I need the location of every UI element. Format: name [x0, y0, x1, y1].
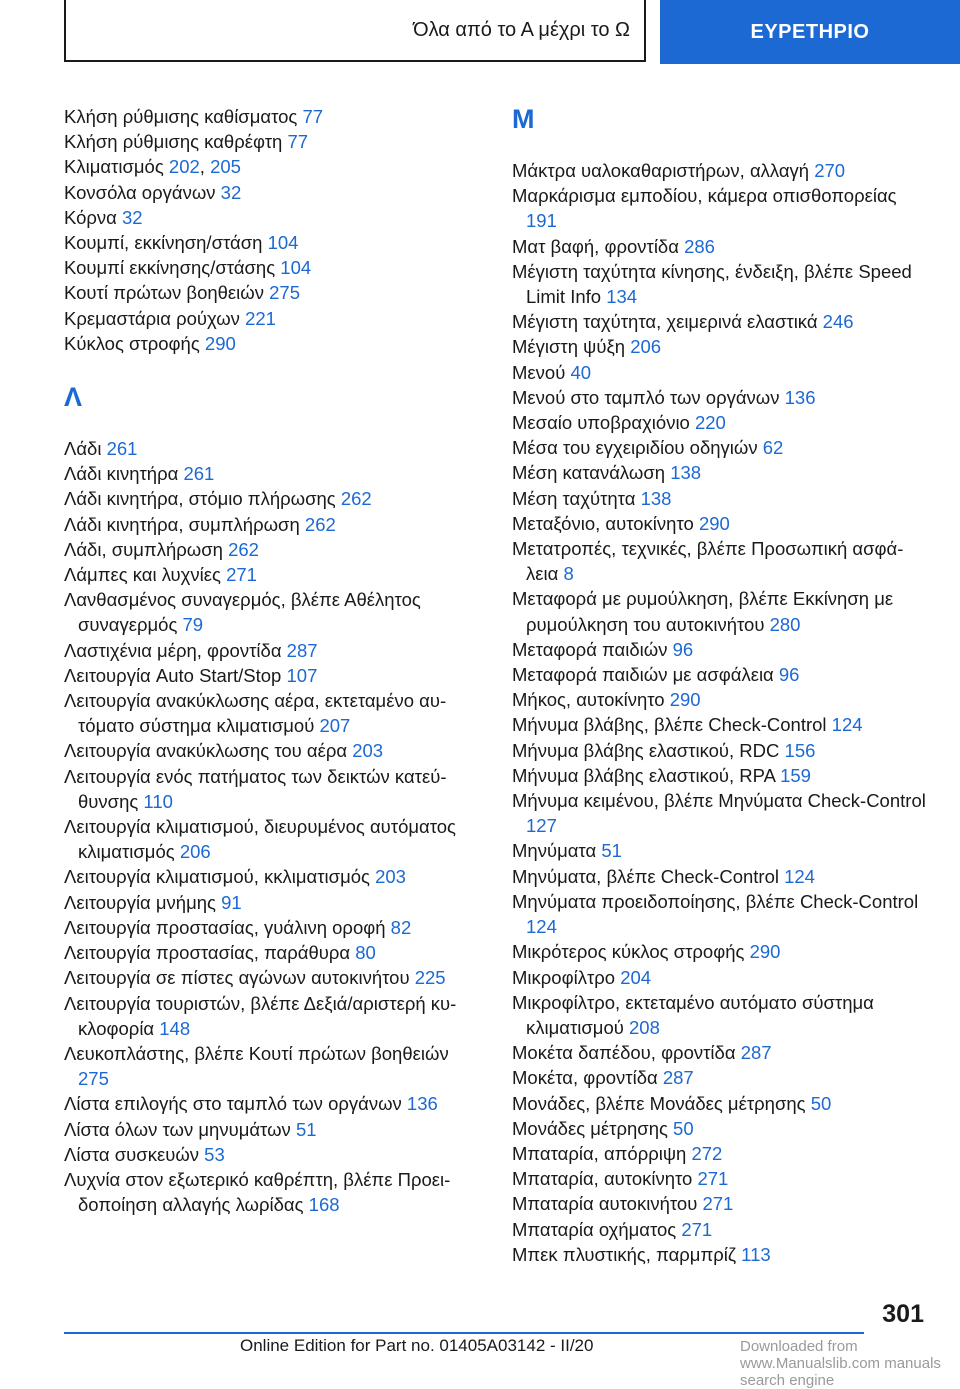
index-entry [512, 1065, 928, 1090]
index-entry [64, 663, 480, 688]
page-link[interactable]: 290 [669, 689, 701, 711]
index-entry-text: Λειτουργία κλιματισμού, διευρυμένος αυτόματος κλιματισμός [64, 816, 456, 863]
tab-a-to-z-label: Όλα από το Α μέχρι το Ω [413, 18, 630, 41]
index-entry [64, 230, 480, 255]
index-entry [512, 1191, 928, 1216]
page-link[interactable]: 261 [183, 463, 215, 485]
index-entry-text: Μικρότερος κύκλος στροφής [512, 941, 745, 963]
index-entry-text: Μπαταρία, απόρριψη [512, 1142, 687, 1164]
page-link[interactable]: 262 [228, 538, 259, 560]
index-entry-text: Λειτουργία Auto Start/Stop [64, 664, 282, 686]
page-link[interactable]: 203 [352, 740, 384, 762]
index-entry [512, 309, 928, 334]
index-entry-text: Μάκτρα υαλοκαθαριστήρων, αλλαγή [512, 160, 810, 181]
index-entry [512, 1040, 928, 1065]
index-entry [512, 763, 928, 788]
index-entry-text: Μονάδες μέτρησης [512, 1117, 668, 1139]
page-link[interactable]: 287 [286, 639, 318, 661]
index-entry-text: Λειτουργία σε πίστες αγώνων αυτοκινήτου [64, 967, 410, 989]
index-entry [512, 864, 928, 889]
page-link[interactable]: 136 [406, 1093, 438, 1115]
index-entry-text: Μεταφορά παιδιών [512, 638, 668, 660]
page-link[interactable]: 80 [355, 942, 376, 964]
index-entry-text: Κλιματισμός [64, 156, 164, 178]
index-entry-text: Μπεκ πλυστικής, παρμπρίζ [512, 1243, 737, 1265]
page-link[interactable]: 270 [814, 160, 846, 181]
tab-index[interactable] [660, 0, 960, 64]
page-link[interactable]: 220 [694, 412, 726, 434]
index-entry-text: Μήνυμα βλάβης ελαστικού, RDC [512, 739, 780, 761]
index-entry [512, 360, 928, 385]
page-link[interactable]: 53 [204, 1143, 225, 1165]
index-entry [512, 511, 928, 536]
page-link[interactable]: 221 [245, 307, 276, 329]
tab-a-to-z[interactable] [64, 0, 646, 62]
index-entry-text: Μέγιστη ταχύτητα κίνησης, ένδειξη, βλέπε Speed Limit Info [512, 260, 912, 308]
page-link[interactable]: 124 [831, 714, 863, 736]
index-entry-text: Μικροφίλτρο, εκτεταμένο αυτόματο σύστημα κλιματισμού [512, 991, 874, 1038]
index-entry-text: Μενού [512, 361, 566, 383]
index-entry [512, 460, 928, 485]
index-entry [64, 486, 480, 511]
index-entry [512, 939, 928, 964]
page-link[interactable]: 272 [691, 1142, 723, 1164]
index-entry [512, 1091, 928, 1116]
index-entry-text: Κουτί πρώτων βοηθειών [64, 282, 264, 304]
index-entry [64, 562, 480, 587]
index-entry-text: Μέγιστη ψύξη [512, 336, 626, 358]
page-link[interactable]: 203 [375, 866, 406, 888]
page-link[interactable]: 262 [340, 488, 372, 510]
index-column-left [64, 104, 480, 1217]
page-link[interactable]: 271 [681, 1218, 713, 1240]
index-entry [64, 1117, 480, 1142]
index-entry-text: Μήνυμα κειμένου, βλέπε Μηνύματα Check-Control [512, 790, 926, 812]
index-entry-text: Κύκλος στροφής [64, 332, 200, 354]
page-link[interactable]: 287 [662, 1067, 694, 1089]
index-entry [512, 965, 928, 990]
index-entry: Κλιματισμός 202, 205 [64, 156, 241, 178]
page-link[interactable]: 134 [606, 286, 638, 308]
page-link[interactable]: 290 [698, 512, 730, 534]
index-entry-text: Λανθασμένος συναγερμός, βλέπε Αθέλητος συναγερμός [64, 589, 421, 636]
page-link[interactable]: 275 [78, 1068, 109, 1090]
index-entry [512, 712, 928, 737]
page-link[interactable]: 8 [563, 563, 574, 585]
index-entry [64, 890, 480, 915]
page-link[interactable]: 205 [210, 156, 241, 178]
index-entry [64, 436, 480, 461]
index-entry [512, 662, 928, 687]
page-link[interactable]: 113 [741, 1243, 771, 1265]
index-entry-text: Μέση ταχύτητα [512, 487, 636, 509]
index-entry [512, 788, 928, 838]
page-link[interactable]: 261 [106, 438, 138, 460]
page-link[interactable]: 110 [143, 790, 173, 812]
page-link[interactable]: 168 [308, 1194, 340, 1216]
page-header [64, 0, 960, 64]
page-link[interactable]: 79 [182, 614, 204, 636]
index-entry [512, 1141, 928, 1166]
index-entry [512, 410, 928, 435]
index-entry-text: Λειτουργία ενός πατήματος των δεικτών κατεύθυνσης [64, 765, 447, 812]
index-entry [64, 991, 480, 1041]
index-entry [64, 255, 480, 280]
index-entry [512, 586, 928, 636]
edition-text: Online Edition for Part no. 01405A03142 - II/20 [240, 1336, 594, 1355]
page-link[interactable]: 280 [769, 613, 801, 635]
index-entry [512, 1217, 928, 1242]
index-entry [64, 940, 480, 965]
index-entry-text: Λάδι κινητήρα, συμπλήρωση [64, 513, 300, 535]
index-entry [512, 435, 928, 460]
index-entry [512, 259, 928, 309]
index-entry [512, 1242, 928, 1267]
page-link[interactable]: 208 [629, 1016, 660, 1038]
index-column-right [512, 104, 928, 1267]
index-entry [64, 638, 480, 663]
index-entry [512, 889, 928, 939]
index-entry [64, 688, 480, 738]
page-link[interactable]: 290 [749, 941, 781, 963]
index-entry-text: Κουμπί εκκίνησης/στάσης [64, 257, 276, 279]
page-link[interactable]: 50 [810, 1092, 832, 1114]
index-entry [512, 234, 928, 259]
index-entry [64, 512, 480, 537]
page-link[interactable]: 138 [640, 487, 672, 509]
index-letter-heading: Μ [512, 104, 535, 134]
index-entry-text: Λειτουργία ανακύκλωσης του αέρα [64, 740, 348, 762]
index-entry [64, 205, 480, 230]
index-entry [64, 537, 480, 562]
index-entry [512, 637, 928, 662]
index-entry-text: Λειτουργία τουριστών, βλέπε Δεξιά/αριστερή κυκλοφορία [64, 992, 457, 1039]
index-entry [64, 864, 480, 889]
index-entry-text: Λάμπες και λυχνίες [64, 564, 221, 586]
index-entry-text: Λίστα όλων των μηνυμάτων [64, 1118, 291, 1140]
index-entry-text: Λυχνία στον εξωτερικό καθρέπτη, βλέπε Προειδοποίηση αλλαγής λωρίδας [64, 1168, 451, 1216]
page-link[interactable]: 287 [740, 1042, 772, 1064]
page-link[interactable]: 202 [168, 156, 200, 178]
index-entry [512, 385, 928, 410]
index-entry [64, 129, 480, 154]
watermark-text: Downloaded from www.Manualslib.com manuals search engine [740, 1338, 941, 1389]
page-link[interactable]: 136 [784, 386, 816, 408]
page-link[interactable]: 127 [526, 815, 557, 837]
page-link[interactable]: 191 [526, 210, 557, 232]
index-entry-text: Μαρκάρισμα εμποδίου, κάμερα οπισθοπορείας [512, 185, 897, 207]
page-link[interactable]: 206 [179, 841, 211, 863]
index-entry-text: Μήνυμα βλάβης, βλέπε Check-Control [512, 714, 827, 736]
page-link[interactable]: 51 [601, 840, 622, 862]
page-link[interactable]: 206 [630, 336, 662, 358]
index-entry-text: Λάδι, συμπλήρωση [64, 538, 223, 560]
index-entry-text: Μετατροπές, τεχνικές, βλέπε Προσωπική ασφάλεια [512, 538, 904, 585]
index-entry [512, 838, 928, 863]
index-entry-text: Μοκέτα, φροντίδα [512, 1067, 658, 1089]
page-link[interactable]: 96 [778, 664, 800, 686]
footer-divider [64, 1332, 864, 1334]
index-entry [512, 1116, 928, 1141]
index-entry [512, 738, 928, 763]
index-entry-text: Μηνύματα [512, 840, 597, 862]
index-entry [64, 738, 480, 763]
index-entry-text: Μήκος, αυτοκίνητο [512, 689, 665, 711]
index-entry [64, 104, 480, 129]
index-letter-heading: Λ [64, 382, 83, 413]
page-link[interactable]: 148 [159, 1017, 191, 1039]
page-link[interactable]: 286 [684, 235, 715, 257]
index-entry [64, 280, 480, 305]
page-link[interactable]: 275 [269, 282, 301, 304]
page-link[interactable]: 207 [319, 715, 351, 737]
index-entry [64, 1091, 480, 1116]
index-entry [512, 334, 928, 359]
index-entry-text: Μηνύματα, βλέπε Check-Control [512, 865, 779, 887]
index-entry [512, 183, 928, 233]
index-entry [64, 1142, 480, 1167]
index-entry-text: Λάδι [64, 438, 102, 460]
page-link[interactable]: 246 [822, 311, 854, 333]
page-link[interactable]: 51 [295, 1118, 317, 1140]
index-entry-text: Μπαταρία οχήματος [512, 1218, 677, 1240]
page-link[interactable]: 290 [204, 332, 236, 354]
index-entry-text: Κλήση ρύθμισης καθίσματος [64, 106, 298, 127]
page-link[interactable]: 271 [702, 1193, 734, 1215]
page-link[interactable]: 225 [414, 967, 446, 989]
tab-index-label: ΕΥΡΕΤΗΡΙΟ [750, 20, 870, 43]
index-entry-text: Λειτουργία προστασίας, γυάλινη οροφή [64, 916, 386, 938]
page-link[interactable]: 77 [302, 106, 324, 127]
page-link[interactable]: 32 [220, 181, 242, 203]
index-entry-text: Λίστα συσκευών [64, 1143, 200, 1165]
index-entry-text: Μονάδες, βλέπε Μονάδες μέτρησης [512, 1092, 806, 1114]
page-link[interactable]: 204 [620, 966, 652, 988]
index-entry-text: Μπαταρία αυτοκινήτου [512, 1193, 698, 1215]
page-link[interactable]: 124 [784, 865, 815, 887]
page-link[interactable]: 40 [570, 361, 592, 383]
page-link[interactable]: 159 [780, 764, 811, 786]
page-link[interactable]: 104 [267, 232, 299, 254]
index-entry [64, 915, 480, 940]
index-entry [512, 687, 928, 712]
index-entry [64, 331, 480, 356]
index-entry [64, 306, 480, 331]
page-number: 301 [882, 1300, 924, 1328]
page-link[interactable]: 62 [762, 437, 784, 459]
page-link[interactable]: 107 [286, 664, 318, 686]
index-entry-text: Κρεμαστάρια ρούχων [64, 307, 240, 329]
index-entry-text: Λειτουργία κλιματισμού, κκλιματισμός [64, 866, 370, 888]
index-entry-text: Λάδι κινητήρα, στόμιο πλήρωσης [64, 488, 336, 510]
index-entry-text: Λειτουργία προστασίας, παράθυρα [64, 942, 351, 964]
index-entry-text: Μεταφορά παιδιών με ασφάλεια [512, 664, 774, 686]
index-entry-text: Λίστα επιλογής στο ταμπλό των οργάνων [64, 1093, 402, 1115]
index-entry [64, 1167, 480, 1217]
index-entry [64, 764, 480, 814]
index-entry-text: Μεταξόνιο, αυτοκίνητο [512, 512, 694, 534]
page-link[interactable]: 271 [697, 1168, 729, 1190]
index-entry-text: Κονσόλα οργάνων [64, 181, 216, 203]
index-entry [512, 1166, 928, 1191]
page-link[interactable]: 156 [784, 739, 816, 761]
page-link[interactable]: 124 [526, 916, 557, 938]
index-entry-text: Μέση κατανάλωση [512, 462, 666, 484]
page-link[interactable]: 262 [304, 513, 336, 535]
index-entry [64, 965, 480, 990]
page-link[interactable]: 77 [287, 131, 309, 153]
index-entry-text: Κλήση ρύθμισης καθρέφτη [64, 131, 283, 153]
index-entry [64, 461, 480, 486]
page-link[interactable]: 138 [670, 462, 702, 484]
index-entry-text: Μήνυμα βλάβης ελαστικού, RPA [512, 764, 775, 786]
page-link[interactable]: 82 [390, 916, 412, 938]
index-entry [512, 990, 928, 1040]
index-entry-text: Λειτουργία μνήμης [64, 891, 216, 913]
index-entry [512, 158, 928, 183]
index-entry-text: Μπαταρία, αυτοκίνητο [512, 1168, 693, 1190]
page-link[interactable]: 50 [673, 1117, 694, 1139]
index-entry [512, 486, 928, 511]
index-entry [64, 587, 480, 637]
index-entry-text: Κουμπί, εκκίνηση/στάση [64, 232, 263, 254]
page-link[interactable]: 91 [221, 891, 242, 913]
index-entry [64, 814, 480, 864]
page-link[interactable]: 271 [226, 564, 257, 586]
index-entry-text: Λάδι κινητήρα [64, 463, 179, 485]
index-entry [64, 180, 480, 205]
page-link[interactable]: 104 [280, 257, 312, 279]
index-entry-text: Λαστιχένια μέρη, φροντίδα [64, 639, 282, 661]
index-entry [64, 1041, 480, 1091]
index-entry-text: Λειτουργία ανακύκλωσης αέρα, εκτεταμένο αυτόματο σύστημα κλιματισμού [64, 690, 447, 737]
index-entry-text: Λευκοπλάστης, βλέπε Κουτί πρώτων βοηθειών [64, 1042, 449, 1064]
index-entry-text: Ματ βαφή, φροντίδα [512, 235, 679, 257]
index-entry-text: Μηνύματα προειδοποίησης, βλέπε Check-Control [512, 890, 919, 912]
index-entry-text: Μικροφίλτρο [512, 966, 616, 988]
index-entry-text: Μέσα του εγχειριδίου οδηγιών [512, 437, 758, 459]
page-link[interactable]: 96 [672, 638, 694, 660]
index-entry-text: Μεσαίο υποβραχιόνιο [512, 412, 690, 434]
page-link[interactable]: 32 [122, 206, 143, 228]
index-entry-text: Κόρνα [64, 206, 117, 228]
index-entry-text: Μεταφορά με ρυμούλκηση, βλέπε Εκκίνηση με ρυμούλκηση του αυτοκινήτου [512, 588, 894, 635]
index-entry-text: Μέγιστη ταχύτητα, χειμερινά ελαστικά [512, 311, 818, 333]
index-entry-text: Μοκέτα δαπέδου, φροντίδα [512, 1042, 736, 1064]
index-entry [512, 536, 928, 586]
index-entry-text: Μενού στο ταμπλό των οργάνων [512, 386, 780, 408]
